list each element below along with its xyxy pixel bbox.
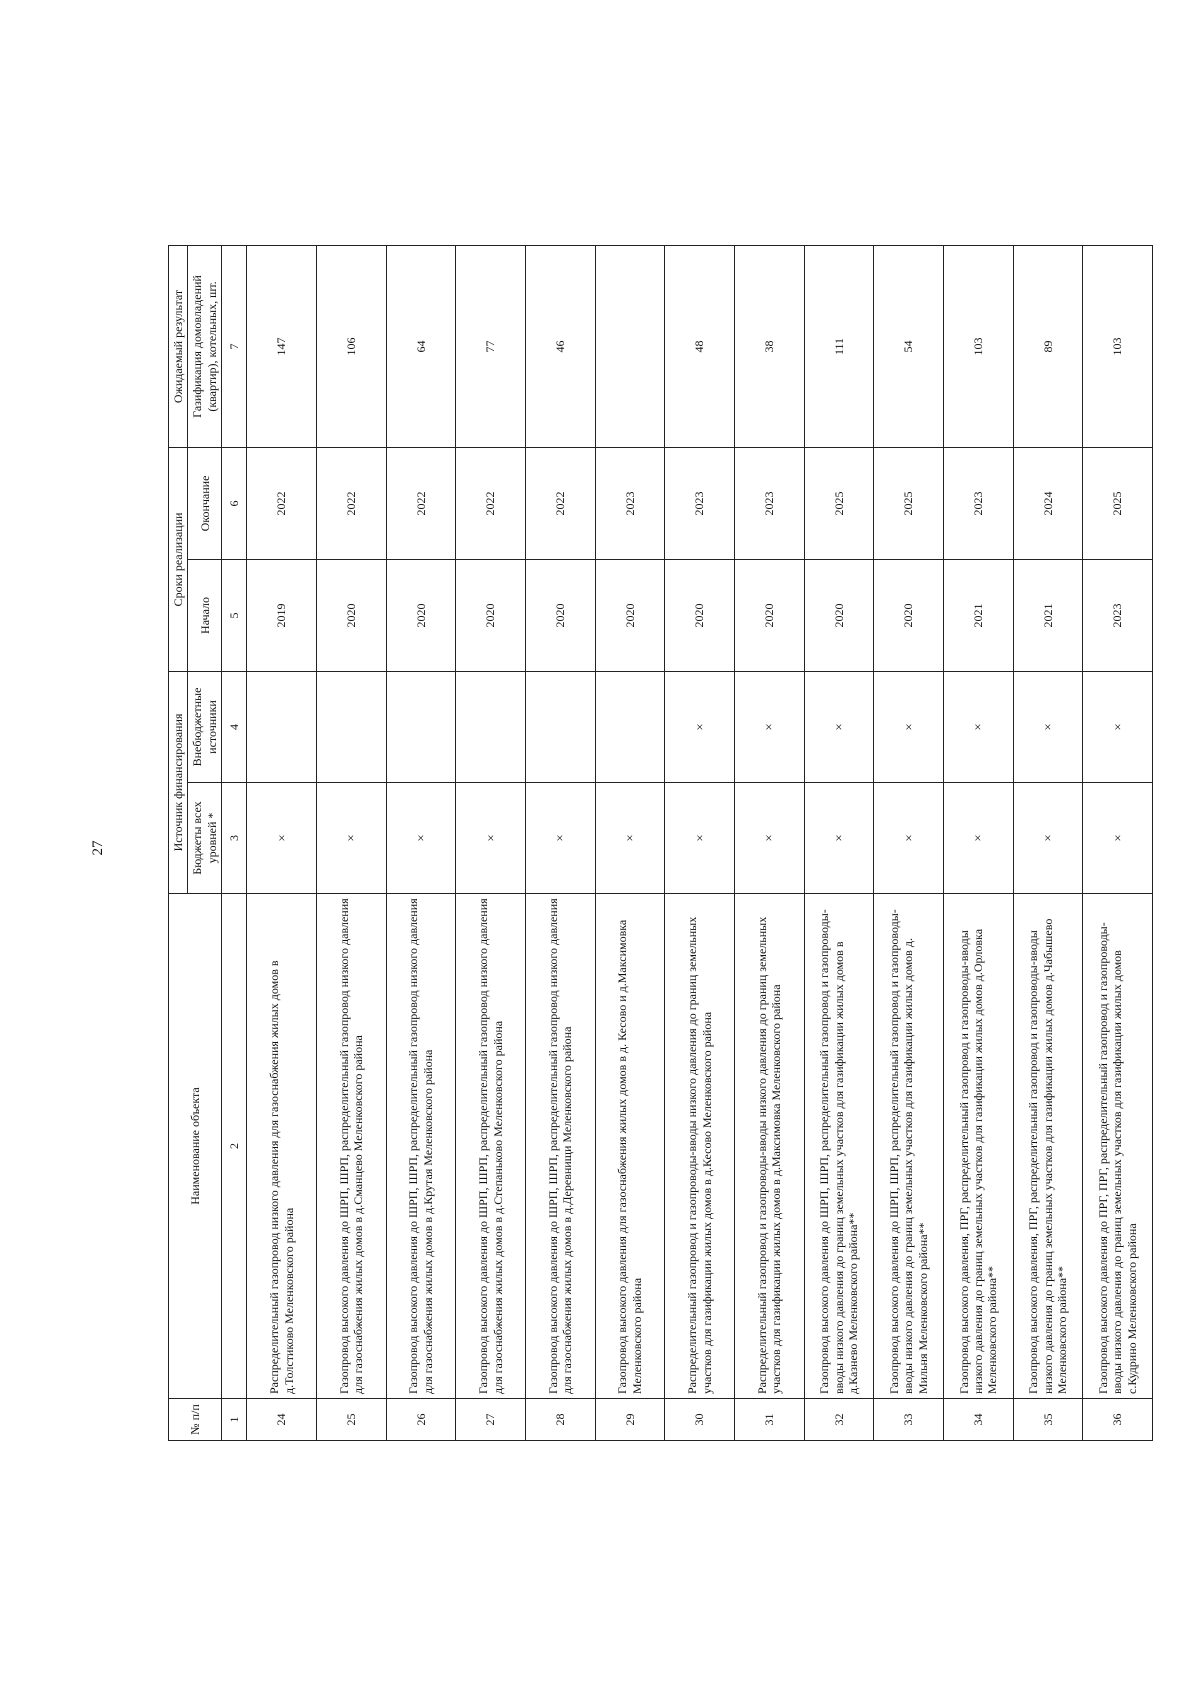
budget-mark: × (734, 783, 804, 894)
row-number: 25 (316, 1399, 386, 1441)
row-number: 35 (1013, 1399, 1083, 1441)
end-year: 2023 (734, 447, 804, 559)
header-end: Окончание (188, 447, 222, 559)
objects-table (168, 245, 1153, 1441)
object-name: Газопровод высокого давления для газоснабжения жилых домов в д. Кесово и д.Максимовка Меленковского района (595, 894, 665, 1399)
header-terms: Сроки реализации (169, 447, 188, 671)
start-year: 2023 (1083, 559, 1153, 671)
header-result: Ожидаемый результат (169, 245, 188, 447)
row-number: 34 (943, 1399, 1013, 1441)
table-row (525, 245, 595, 1440)
result-count: 103 (943, 245, 1013, 447)
result-count: 48 (665, 245, 735, 447)
start-year: 2020 (874, 559, 944, 671)
budget-mark: × (456, 783, 526, 894)
row-number: 36 (1083, 1399, 1153, 1441)
start-year: 2021 (943, 559, 1013, 671)
table-row (943, 245, 1013, 1440)
extra-mark (595, 671, 665, 782)
row-number: 28 (525, 1399, 595, 1441)
extra-mark: × (874, 671, 944, 782)
row-number: 33 (874, 1399, 944, 1441)
end-year: 2022 (525, 447, 595, 559)
extra-mark (316, 671, 386, 782)
row-number: 30 (665, 1399, 735, 1441)
end-year: 2022 (456, 447, 526, 559)
table-row (247, 245, 317, 1440)
row-number: 29 (595, 1399, 665, 1441)
extra-mark (247, 671, 317, 782)
object-name: Газопровод высокого давления до ШРП, ШРП, распределительный газопровод низкого давления для газоснабжения жилых домов в д.Деревнищи Меленковского района (525, 894, 595, 1399)
result-count: 64 (386, 245, 456, 447)
end-year: 2024 (1013, 447, 1083, 559)
budget-mark: × (316, 783, 386, 894)
result-count (595, 245, 665, 447)
header-budget: Бюджеты всех уровней * (188, 783, 222, 894)
page-number: 27 (90, 840, 106, 856)
table-row (316, 245, 386, 1440)
start-year: 2020 (456, 559, 526, 671)
object-name: Распределительный газопровод и газопроводы-вводы низкого давления до границ земельных участков для газификации жилых домов в д.Максимовка Меленковского района (734, 894, 804, 1399)
extra-mark: × (804, 671, 874, 782)
start-year: 2020 (386, 559, 456, 671)
row-number: 24 (247, 1399, 317, 1441)
budget-mark: × (525, 783, 595, 894)
column-number: 5 (222, 559, 247, 671)
object-name: Газопровод высокого давления до ШРП, ШРП, распределительный газопровод и газопроводы-вводы низкого давления до границ земельных участков для газификации жилых домов в д.Казнево Меленковского района** (804, 894, 874, 1399)
table-row (386, 245, 456, 1440)
object-name: Газопровод высокого давления до ШРП, ШРП, распределительный газопровод и газопроводы-вводы низкого давления до границ земельных участков для газификации жилых домов д. Мильня Меленковского района** (874, 894, 944, 1399)
header-gasification: Газификация домовладений (квартир), котельных, шт. (188, 245, 222, 447)
budget-mark: × (595, 783, 665, 894)
object-name: Распределительный газопровод низкого давления для газоснабжения жилых домов в д.Толстиково Меленковского района (247, 894, 317, 1399)
column-number: 1 (222, 1399, 247, 1441)
header-funding: Источник финансирования (169, 671, 188, 893)
header-extra: Внебюджетные источники (188, 671, 222, 782)
column-number: 4 (222, 671, 247, 782)
budget-mark: × (1083, 783, 1153, 894)
extra-mark: × (1083, 671, 1153, 782)
start-year: 2020 (525, 559, 595, 671)
extra-mark: × (943, 671, 1013, 782)
table-row (1083, 245, 1153, 1440)
extra-mark (525, 671, 595, 782)
budget-mark: × (874, 783, 944, 894)
extra-mark (386, 671, 456, 782)
object-name: Газопровод высокого давления до ШРП, ШРП, распределительный газопровод низкого давления для газоснабжения жилых домов в д.Степаньково Меленковского района (456, 894, 526, 1399)
end-year: 2025 (874, 447, 944, 559)
table-row (734, 245, 804, 1440)
object-name: Газопровод высокого давления до ПРГ, ПРГ, распределительный газопровод и газопроводы-вводы низкого давления до границ земельных участков для газификации жилых домов с.Кудрино Меленковского района (1083, 894, 1153, 1399)
budget-mark: × (665, 783, 735, 894)
result-count: 38 (734, 245, 804, 447)
end-year: 2023 (943, 447, 1013, 559)
end-year: 2025 (1083, 447, 1153, 559)
budget-mark: × (386, 783, 456, 894)
extra-mark: × (665, 671, 735, 782)
budget-mark: × (943, 783, 1013, 894)
end-year: 2022 (316, 447, 386, 559)
extra-mark: × (734, 671, 804, 782)
column-number-row (222, 245, 247, 1440)
start-year: 2020 (734, 559, 804, 671)
column-number: 3 (222, 783, 247, 894)
column-number: 2 (222, 894, 247, 1399)
object-name: Газопровод высокого давления до ШРП, ШРП, распределительный газопровод низкого давления для газоснабжения жилых домов в д.Крутая Меленковского района (386, 894, 456, 1399)
table-row (1013, 245, 1083, 1440)
row-number: 32 (804, 1399, 874, 1441)
extra-mark (456, 671, 526, 782)
row-number: 27 (456, 1399, 526, 1441)
start-year: 2020 (804, 559, 874, 671)
object-name: Газопровод высокого давления, ПРГ, распределительный газопровод и газопроводы-вводы низкого давления до границ земельных участков для газификации жилых домов д.Орловка Меленковского района** (943, 894, 1013, 1399)
end-year: 2023 (595, 447, 665, 559)
end-year: 2022 (247, 447, 317, 559)
result-count: 106 (316, 245, 386, 447)
table-row (665, 245, 735, 1440)
start-year: 2019 (247, 559, 317, 671)
end-year: 2023 (665, 447, 735, 559)
result-count: 46 (525, 245, 595, 447)
result-count: 77 (456, 245, 526, 447)
budget-mark: × (1013, 783, 1083, 894)
table-row (804, 245, 874, 1440)
table-row (874, 245, 944, 1440)
header-name: Наименование объекта (169, 894, 222, 1399)
row-number: 26 (386, 1399, 456, 1441)
result-count: 103 (1083, 245, 1153, 447)
result-count: 111 (804, 245, 874, 447)
budget-mark: × (247, 783, 317, 894)
table-row (595, 245, 665, 1440)
object-name: Газопровод высокого давления, ПРГ, распределительный газопровод и газопроводы-вводы низкого давления до границ земельных участков для газификации жилых домов д.Чабышево Меленковского района** (1013, 894, 1083, 1399)
table-body (247, 245, 1153, 1440)
object-name: Распределительный газопровод и газопроводы-вводы низкого давления до границ земельных участков для газификации жилых домов в д.Кесово Меленковского района (665, 894, 735, 1399)
end-year: 2022 (386, 447, 456, 559)
table-row (456, 245, 526, 1440)
column-number: 7 (222, 245, 247, 447)
budget-mark: × (804, 783, 874, 894)
result-count: 54 (874, 245, 944, 447)
header-num: № п/п (169, 1399, 222, 1441)
row-number: 31 (734, 1399, 804, 1441)
result-count: 147 (247, 245, 317, 447)
object-name: Газопровод высокого давления до ШРП, ШРП, распределительный газопровод низкого давления для газоснабжения жилых домов в д.Сманцево Меленковского района (316, 894, 386, 1399)
header-start: Начало (188, 559, 222, 671)
rotated-table-wrapper (168, 246, 1153, 1441)
start-year: 2020 (595, 559, 665, 671)
column-number: 6 (222, 447, 247, 559)
start-year: 2020 (316, 559, 386, 671)
start-year: 2020 (665, 559, 735, 671)
result-count: 89 (1013, 245, 1083, 447)
end-year: 2025 (804, 447, 874, 559)
start-year: 2021 (1013, 559, 1083, 671)
extra-mark: × (1013, 671, 1083, 782)
header-row-1 (169, 245, 188, 1440)
